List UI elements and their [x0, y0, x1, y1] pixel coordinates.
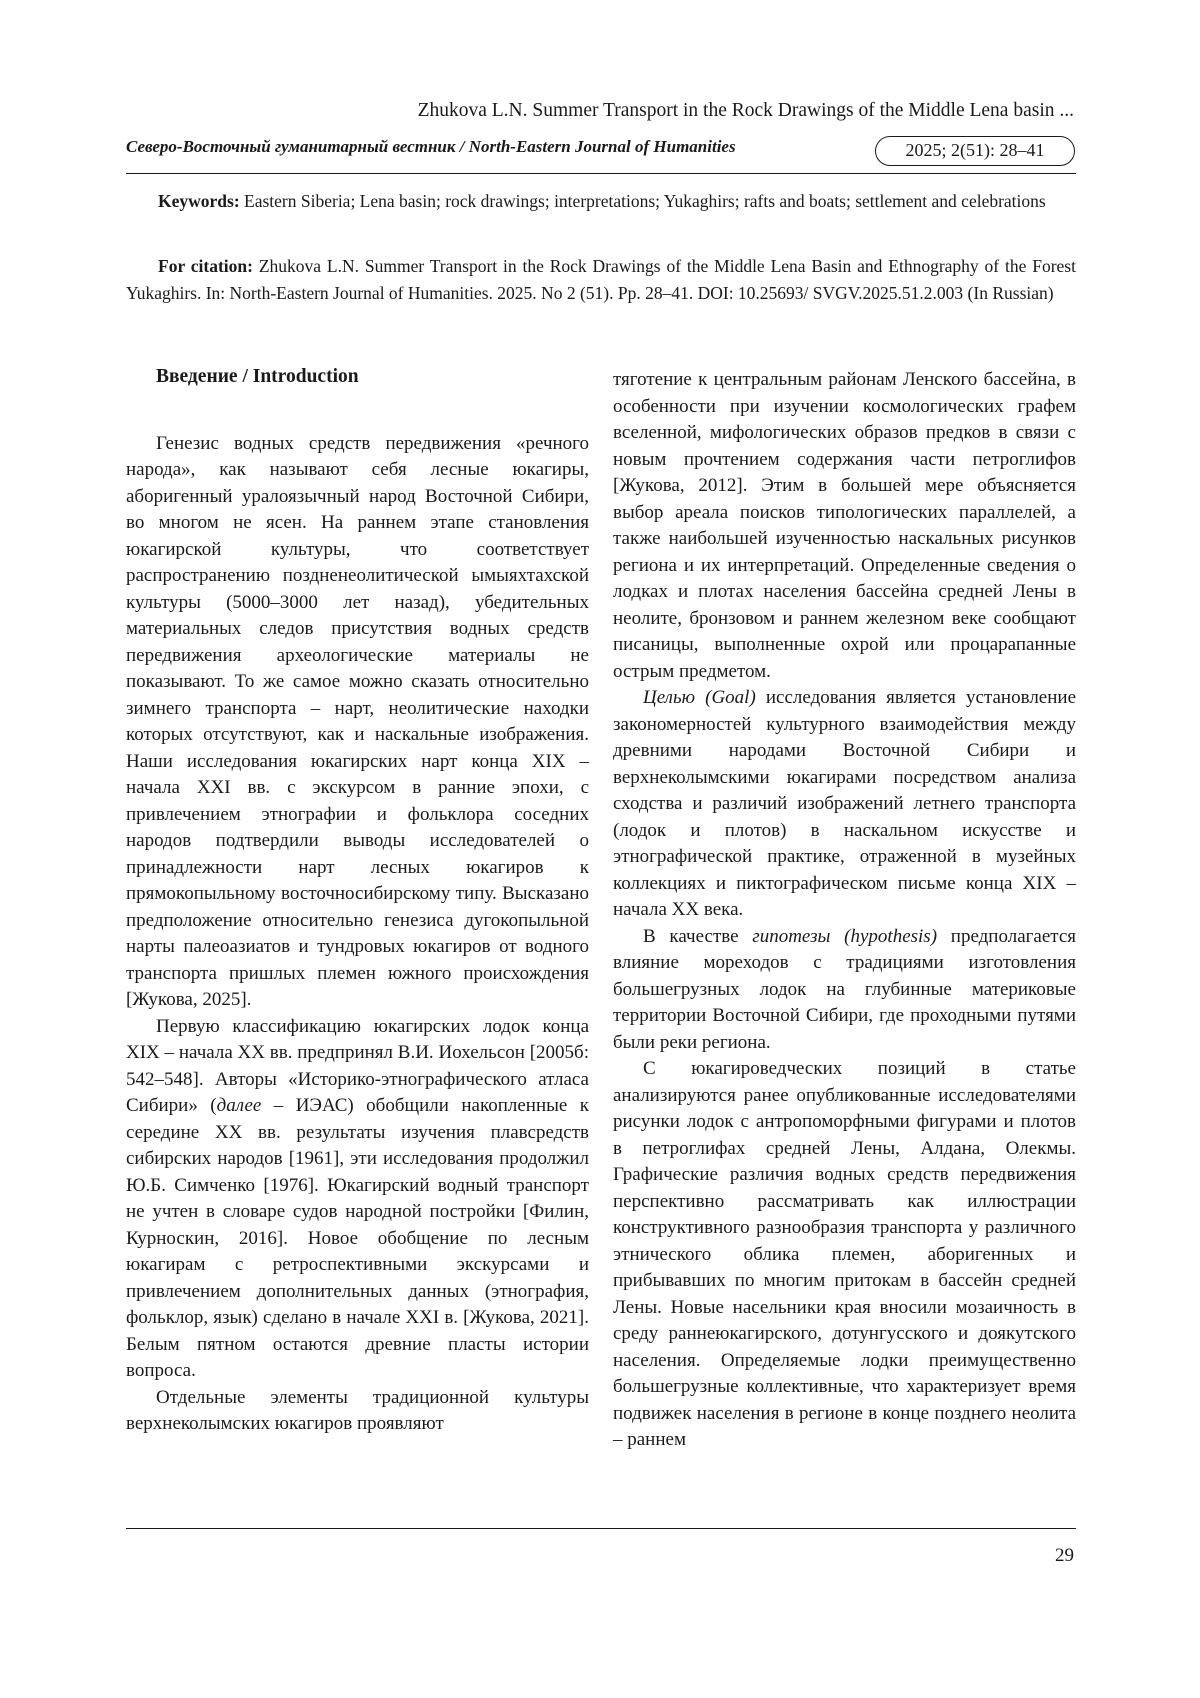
journal-title: Северо-Восточный гуманитарный вестник / North-Eastern Journal of Humanities: [126, 137, 736, 156]
running-title: Zhukova L.N. Summer Transport in the Rock Drawings of the Middle Lena basin ...: [417, 100, 1074, 121]
italic-term: Целью (Goal): [643, 687, 756, 708]
keywords-block: [126, 188, 1076, 215]
header-divider: [126, 173, 1076, 174]
citation-text: Zhukova L.N. Summer Transport in the Rock Drawings of the Middle Lena Basin and Ethnography of the Forest Yukaghirs. In: North-Eastern Journal of Humanities. 2025. No 2 (51). Pp. 28–41. DOI: 10.25693/ SVGV.2025.51.2.003 (In Russian): [126, 256, 1076, 303]
paragraph: тяготение к центральным районам Ленского бассейна, в особенности при изучении космологических графем вселенной, мифологических образов предков в связи с новым прочтением содержания части петроглифов [Жукова, 2012]. Этим в большей мере объясняется выбор ареала поисков типологических параллелей, а также наибольшей изученностью наскальных рисунков региона и их интерпретаций. Определенные сведения о лодках и плотах населения бассейна средней Лены в неолите, бронзовом и раннем железном веке сообщают писаницы, выполненные охрой или процарапанные острым предметом.: [613, 369, 1076, 682]
citation-label: For citation:: [158, 256, 253, 276]
section-heading: Введение / Introduction: [156, 366, 359, 387]
keywords-label: Keywords:: [158, 191, 240, 211]
paragraph-text: – ИЭАС) обобщили накопленные к середине XX вв. результаты изучения плавсредств сибирских народов [1961], эти исследования продолжил Ю.Б. Симченко [1976]. Юкагирский водный транспорт не учтен в словаре судов народной постройки [Филин, Курноскин, 2016]. Новое обобщение по лесным юкагирам с ретроспективными экскурсами и привлечением дополнительных данных (этнография, фольклор, язык) сделано в начале XXI в. [Жукова, 2021]. Белым пятном остаются древние пласты истории вопроса.: [126, 1095, 589, 1381]
paragraph-text: предполагается влияние мореходов с традициями изготовления большегрузных лодок на глубинные материковые территории Восточной Сибири, где проходными путями были реки региона.: [613, 925, 1077, 1053]
paragraph: [613, 924, 1076, 1057]
issue-badge: 2025; 2(51): 28–41: [875, 136, 1075, 166]
paragraph-text: Первую классификацию юкагирских лодок конца XIX – начала XX вв. предпринял В.И. Иохельсон [2005б: 542–548]. Авторы «Историко-этнографического атласа Сибири» (: [126, 1015, 589, 1116]
paragraph: [126, 1014, 589, 1385]
keywords-text: Eastern Siberia; Lena basin; rock drawings; interpretations; Yukaghirs; rafts and boats; settlement and celebrations: [239, 191, 1046, 211]
paragraph: Генезис водных средств передвижения «речного народа», как называют себя лесные юкагиры, аборигенный уралоязычный народ Восточной Сибири, во многом не ясен. На раннем этапе становления юкагирской культуры, что соответствует распространению поздненеолитической ымыяхтахской культуры (5000–3000 лет назад), убедительных материальных следов присутствия водных средств передвижения археологические материалы не показывают. То же самое можно сказать относительно зимнего транспорта – нарт, неолитические находки которых отсутствуют, как и наскальные изображения. Наши исследования юкагирских нарт конца XIX – начала XXI вв. с экскурсом в ранние эпохи, с привлечением этнографии и фольклора соседних народов подтвердили выводы исследователей о принадлежности нарт лесных юкагиров к прямокопыльному восточносибирскому типу. Высказано предположение относительно генезиса дугокопыльной нарты палеоазиатов и тундровых юкагиров от водного транспорта пришлых племен южного происхождения [Жукова, 2025].: [126, 432, 589, 1010]
right-column: [613, 367, 1076, 1454]
page-number: 29: [1055, 1545, 1074, 1566]
italic-term: гипотезы (hypothesis): [752, 925, 938, 947]
left-column: [126, 364, 589, 1438]
citation-block: [126, 253, 1076, 307]
paragraph-text: исследования является установление закономерностей культурного взаимодействия между древними народами Восточной Сибири и верхнеколымскими юкагирами посредством анализа сходства и различий изображений летнего транспорта (лодок и плотов) в наскальном искусстве и этнографической практике, отраженной в музейных коллекциях и пиктографическом письме конца XIX – начала XX века.: [613, 687, 1076, 920]
paragraph: С юкагироведческих позиций в статье анализируются ранее опубликованные исследователями рисунки лодок с антропоморфными фигурами и плотов в петроглифах средней Лены, Алдана, Олекмы. Графические различия водных средств передвижения перспективно рассматривать как иллюстрации конструктивного разнообразия транспорта у различного этнического облика племен, аборигенных и прибывавших по многим притокам в бассейн средней Лены. Новые насельники края вносили мозаичность в среду раннеюкагирского, дотунгусского и доякутского населения. Определяемые лодки преимущественно большегрузные коллективные, что характеризует время подвижек населения в регионе в конце позднего неолита – раннем: [613, 1058, 1076, 1450]
footer-divider: [126, 1528, 1076, 1529]
italic-term: далее: [216, 1095, 262, 1116]
paragraph: [613, 685, 1076, 924]
paragraph: Отдельные элементы традиционной культуры верхнеколымских юкагиров проявляют: [126, 1386, 589, 1434]
paragraph-text: В качестве: [643, 925, 753, 947]
